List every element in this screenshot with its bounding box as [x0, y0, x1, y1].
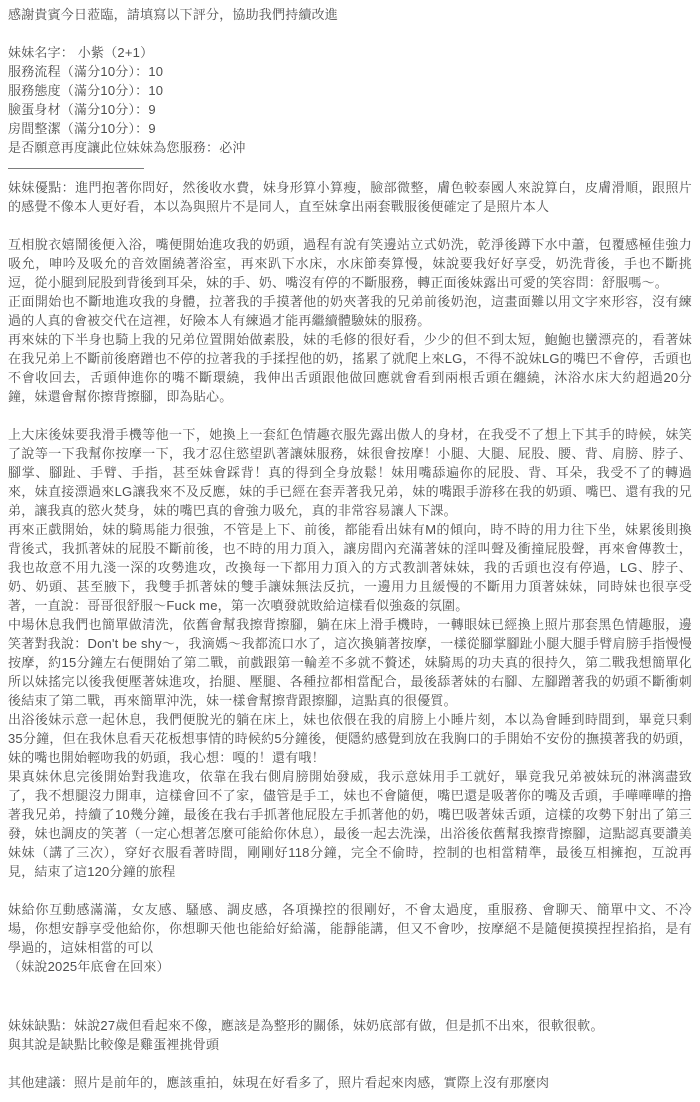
bed-paragraph-4: 出浴後妹示意一起休息，我們便脫光的躺在床上，妹也依偎在我的肩膀上小睡片刻，本以為會睡到時間到，畢竟只剩35分鐘，但在我休息看天花板想事情的時候約5分鐘後，便隱約感覺到放在我胸口的手開始不安份的撫摸著我的奶頭，妹的嘴也開始輕吻我的奶頭，我心想：嘎的！還有哦！: [8, 712, 692, 765]
bed-paragraph-3: 中場休息我們也簡單做清洗，依舊會幫我擦背擦腳，躺在床上滑手機時，一轉眼妹已經換上照片那套黑色情趣服，邊笑著對我說：Don't be shy～，我滴媽～我都流口水了，這次換躺著按摩，一樣從腳掌腳趾小腿大腿手臂肩膀手指慢慢按摩，約15分鐘左右便開始了第二戰，前戲跟第一輪差不多就不贅述，妹騎馬的功夫真的很持久，第二戰我想簡單化所以妹搖完以後我便壓著妹進攻，抬腿、壓腿、各種拉都相當配合，最後舔著妹的右腳、左腳蹭著我的奶頭不斷衝刺後結束了第二戰，再來簡單沖洗，妹一樣會幫擦背跟擦腳，這點真的很優質。: [8, 617, 692, 708]
rating-line-looks: 臉蛋身材（滿分10分）：9: [8, 102, 156, 117]
summary-return-note: （妹說2025年底會在回來）: [8, 959, 170, 974]
summary-paragraph: 妹給你互動感滿滿，女友感、騷感、調皮感，各項操控的很剛好，不會太過度，重服務、會聊天、簡單中文、不冷場，你想安靜享受他給你，你想聊天他也能給好給滿，能靜能講，但又不會吵，按摩絕不是隨便摸摸捏捏掐掐，是有學過的，這妹相當的可以: [8, 902, 692, 955]
bath-paragraph-2: 正面開始也不斷地進攻我的身體，拉著我的手摸著他的奶夾著我的兄弟前後奶泡，這畫面難以用文字來形容，沒有練過的人真的會被交代在這裡，好險本人有練過才能再繼續體驗妹的服務。: [8, 294, 692, 328]
cons-paragraph-2: 與其說是缺點比較像是雞蛋裡挑骨頭: [8, 1037, 220, 1052]
bath-paragraph-1: 互相脫衣嬉鬧後便入浴，嘴便開始進攻我的奶頭，過程有說有笑邊站立式奶洗，乾淨後蹲下水中蕭，包覆感極佳強力吸允，呻吟及吸允的音效圍繞著浴室，再來趴下水床，水床節奏算慢，妹說要我好好享受，奶洗背後，手也不斷挑逗，從小腿到屁股到背後到耳朵，妹的手、奶、嘴沒有停的不斷服務，轉正面後妹露出可愛的笑容問：舒服嗎～。: [8, 237, 692, 290]
rating-section: [8, 43, 692, 157]
bed-paragraph-2: 再來正戲開始，妹的騎馬能力很強，不管是上下、前後，都能看出妹有M的傾向，時不時的用力往下坐，妹累後則換背後式，我抓著妹的屁股不斷前後，也不時的用力頂入，讓房間內充滿著妹的淫叫聲及衝撞屁股聲，再來會傳教士，我也故意不用九淺一深的攻勢進攻，改換每一下都用力頂入的方式教訓著妹妹，我的舌頭也沒有停過，LG、脖子、奶、奶頭、甚至腋下，我雙手抓著妹的雙手讓妹無法反抗，一邊用力且緩慢的不斷用力頂著妹妹，同時妹也很享受著，一直說：哥哥很舒服～Fuck me，第一次噴發就敗給這樣看似強姦的氛圍。: [8, 522, 692, 613]
divider-line: [8, 168, 144, 169]
cons-section: [8, 1016, 692, 1054]
pros-section: [8, 178, 692, 216]
rating-line-service-flow: 服務流程（滿分10分）：10: [8, 64, 164, 79]
suggestion-paragraph: 其他建議：照片是前年的，應該重拍，妹現在好看多了，照片看起來肉感，實際上沒有那麼肉: [8, 1075, 550, 1090]
bed-paragraph-5: 果真妹休息完後開始對我進攻，依靠在我右側肩膀開始發威，我示意妹用手工就好，畢竟我兄弟被妹玩的淋漓盡致了，我不想腿沒力開車，這樣會回不了家，儘管是手工，妹也不會隨便，嘴巴還是吸著你的嘴及舌頭，手嘩嘩嘩的撸著我兄弟，持續了10幾分鐘，最後在我右手抓著他屁股左手抓著他的奶，嘴巴吸著妹舌頭，這樣的攻勢下射出了第三發，妹也調皮的笑著（一定心想著怎麼可能給你休息），最後一起去洗澡，出浴後依舊幫我擦背擦腳，這點認真要讚美妹妹（講了三次），穿好衣服看著時間，剛剛好118分鐘，完全不偷時，控制的也相當精準，最後互相擁抱，互說再見，結束了這120分鐘的旅程: [8, 769, 692, 879]
intro-text: 感謝貴賓今日蒞臨，請填寫以下評分，協助我們持續改進: [8, 7, 339, 22]
rating-line-room: 房間整潔（滿分10分）：9: [8, 121, 156, 136]
rating-line-repeat: 是否願意再度讓此位妹妹為您服務：必沖: [8, 140, 246, 155]
suggestion-section: [8, 1073, 692, 1092]
bed-section: [8, 425, 692, 881]
bath-section: [8, 235, 692, 406]
pros-paragraph: 妹妹優點：進門抱著你問好，然後收水費，妹身形算小算瘦，臉部微整，膚色較泰國人來說算白，皮膚滑順，跟照片的感覺不像本人更好看，本以為與照片不是同人，直至妹拿出兩套戰服後便確定了是照片本人: [8, 180, 692, 214]
rating-line-service-attitude: 服務態度（滿分10分）：10: [8, 83, 164, 98]
cons-paragraph-1: 妹妹缺點：妹說27歲但看起來不像，應該是為整形的關係，妹奶底部有做，但是抓不出來，很軟很軟。: [8, 1018, 604, 1033]
rating-line-name: 妹妹名字： 小紫（2+1）: [8, 45, 154, 60]
bed-paragraph-1: 上大床後妹要我滑手機等他一下，她換上一套紅色情趣衣服先露出傲人的身材，在我受不了想上下其手的時候，妹笑了說等一下我幫你按摩一下，我才忍住慾望趴著讓妹服務，妹很會按摩！小腿、大腿、屁股、腰、背、肩膀、脖子、腳掌、腳趾、手臂、手指，甚至妹會踩背！真的得到全身放鬆！妹用嘴舔遍你的屁股、背、耳朵，我受不了的轉過來，妹直接漂過來LG讓我來不及反應，妹的手已經在套弄著我兄弟，妹的嘴跟手游移在我的奶頭、嘴巴、還有我的兄弟，讓我真的慾火焚身，妹的嘴巴真的會強力吸允，真的非常容易讓人下課。: [8, 427, 692, 518]
bath-paragraph-3: 再來妹的下半身也騎上我的兄弟位置開始做素股，妹的毛修的很好看，少少的但不到太短，鮑鮑也蠻漂亮的，看著妹在我兄弟上不斷前後磨蹭也不停的拉著我的手揉捏他的奶，搖累了就爬上來LG，不得不說妹LG的嘴巴不會停，舌頭也不會收回去，舌頭伸進你的嘴不斷環繞，我伸出舌頭跟他做回應就會看到兩根舌頭在纏繞，沐浴水床大約超過20分鐘，妹還會幫你擦背擦腳，即為貼心。: [8, 332, 692, 404]
